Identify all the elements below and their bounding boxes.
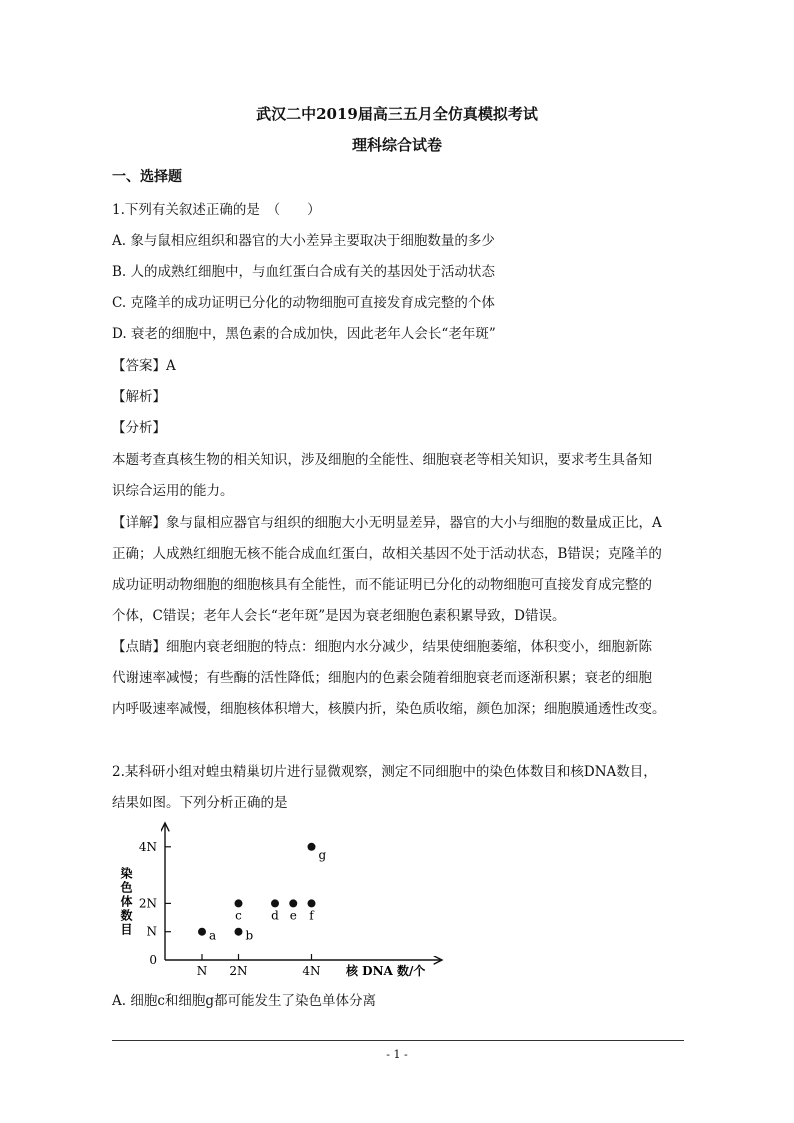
y-tick-label: 4N [138, 839, 157, 854]
data-point-a [198, 928, 206, 936]
q2-stem-line-2: 结果如图。下列分析正确的是 [112, 795, 288, 811]
data-point-g [308, 843, 316, 851]
y-axis-label: 染色体数目 [119, 867, 133, 937]
data-point-d [271, 899, 279, 907]
q1-tip-line-3: 内呼吸速率减慢，细胞核体积增大，核膜内折，染色质收缩，颜色加深；细胞膜通透性改变。 [112, 701, 666, 717]
q1-detail-line-1: 【详解】象与鼠相应器官与组织的细胞大小无明显差异，器官的大小与细胞的数量成正比，A [112, 515, 662, 531]
x-tick-label: 2N [229, 964, 248, 978]
q1-analysis-line-2: 识综合运用的能力。 [112, 483, 234, 499]
data-point-f [308, 899, 316, 907]
q1-option-a: A. 象与鼠相应组织和器官的大小差异主要取决于细胞数量的多少 [112, 233, 495, 249]
q1-detail-line-4: 个体，C错误；老年人会长“老年斑”是因为衰老细胞色素积累导致，D错误。 [112, 608, 566, 624]
q1-answer: 【答案】A [112, 358, 176, 374]
data-point-label-a: a [209, 928, 217, 943]
scatter-chart [100, 815, 460, 985]
q1-tip-line-1: 【点睛】细胞内衰老细胞的特点：细胞内水分减少，结果使细胞萎缩，体积变小，细胞新陈 [112, 639, 652, 655]
data-point-label-g: g [318, 847, 327, 862]
data-point-b [235, 928, 243, 936]
data-point-label-e: e [289, 908, 297, 923]
q1-option-c: C. 克隆羊的成功证明已分化的动物细胞可直接发育成完整的个体 [112, 295, 495, 311]
q1-jiexi-label: 【解析】 [112, 389, 166, 405]
x-axis-label: 核 DNA 数/个 [346, 964, 426, 978]
q1-detail-line-3: 成功证明动物细胞的细胞核具有全能性，而不能证明已分化的动物细胞可直接发育成完整的 [112, 577, 652, 593]
q2-option-a: A. 细胞c和细胞g都可能发生了染色单体分离 [112, 993, 377, 1009]
q1-fenxi-label: 【分析】 [112, 420, 166, 436]
data-point-label-b: b [245, 928, 254, 943]
data-point-label-f: f [309, 908, 314, 923]
y-tick-label: N [146, 924, 157, 939]
q2-stem-line-1: 2.某科研小组对蝗虫精巢切片进行显微观察，测定不同细胞中的染色体数目和核DNA数目， [112, 764, 657, 780]
data-point-label-d: d [271, 908, 279, 923]
data-point-c [235, 899, 243, 907]
q1-option-b: B. 人的成熟红细胞中，与血红蛋白合成有关的基因处于活动状态 [112, 264, 496, 280]
data-point-label-c: c [235, 908, 242, 923]
q1-tip-line-2: 代谢速率减慢；有些酶的活性降低；细胞内的色素会随着细胞衰老而逐渐积累；衰老的细胞 [112, 670, 652, 686]
x-tick-label: 4N [302, 964, 321, 978]
x-tick-label: N [196, 964, 208, 978]
footer-rule [112, 1040, 684, 1041]
exam-subtitle: 理科综合试卷 [351, 136, 442, 154]
q1-detail-line-2: 正确；人成熟红细胞无核不能合成血红蛋白，故相关基因不处于活动状态，B错误；克隆羊的 [112, 546, 662, 562]
page-number: - 1 - [386, 1048, 408, 1061]
y-tick-label: 2N [138, 896, 157, 911]
q1-option-d: D. 衰老的细胞中，黑色素的合成加快，因此老年人会长“老年斑” [112, 326, 496, 342]
q1-stem: 1.下列有关叙述正确的是 （ ） [112, 202, 321, 218]
exam-title: 武汉二中2019届高三五月全仿真模拟考试 [256, 105, 538, 123]
y-tick-label: 0 [149, 953, 157, 967]
section-heading: 一、选择题 [112, 169, 182, 185]
data-point-e [289, 899, 297, 907]
q1-analysis-line-1: 本题考查真核生物的相关知识，涉及细胞的全能性、细胞衰老等相关知识，要求考生具备知 [112, 452, 652, 468]
